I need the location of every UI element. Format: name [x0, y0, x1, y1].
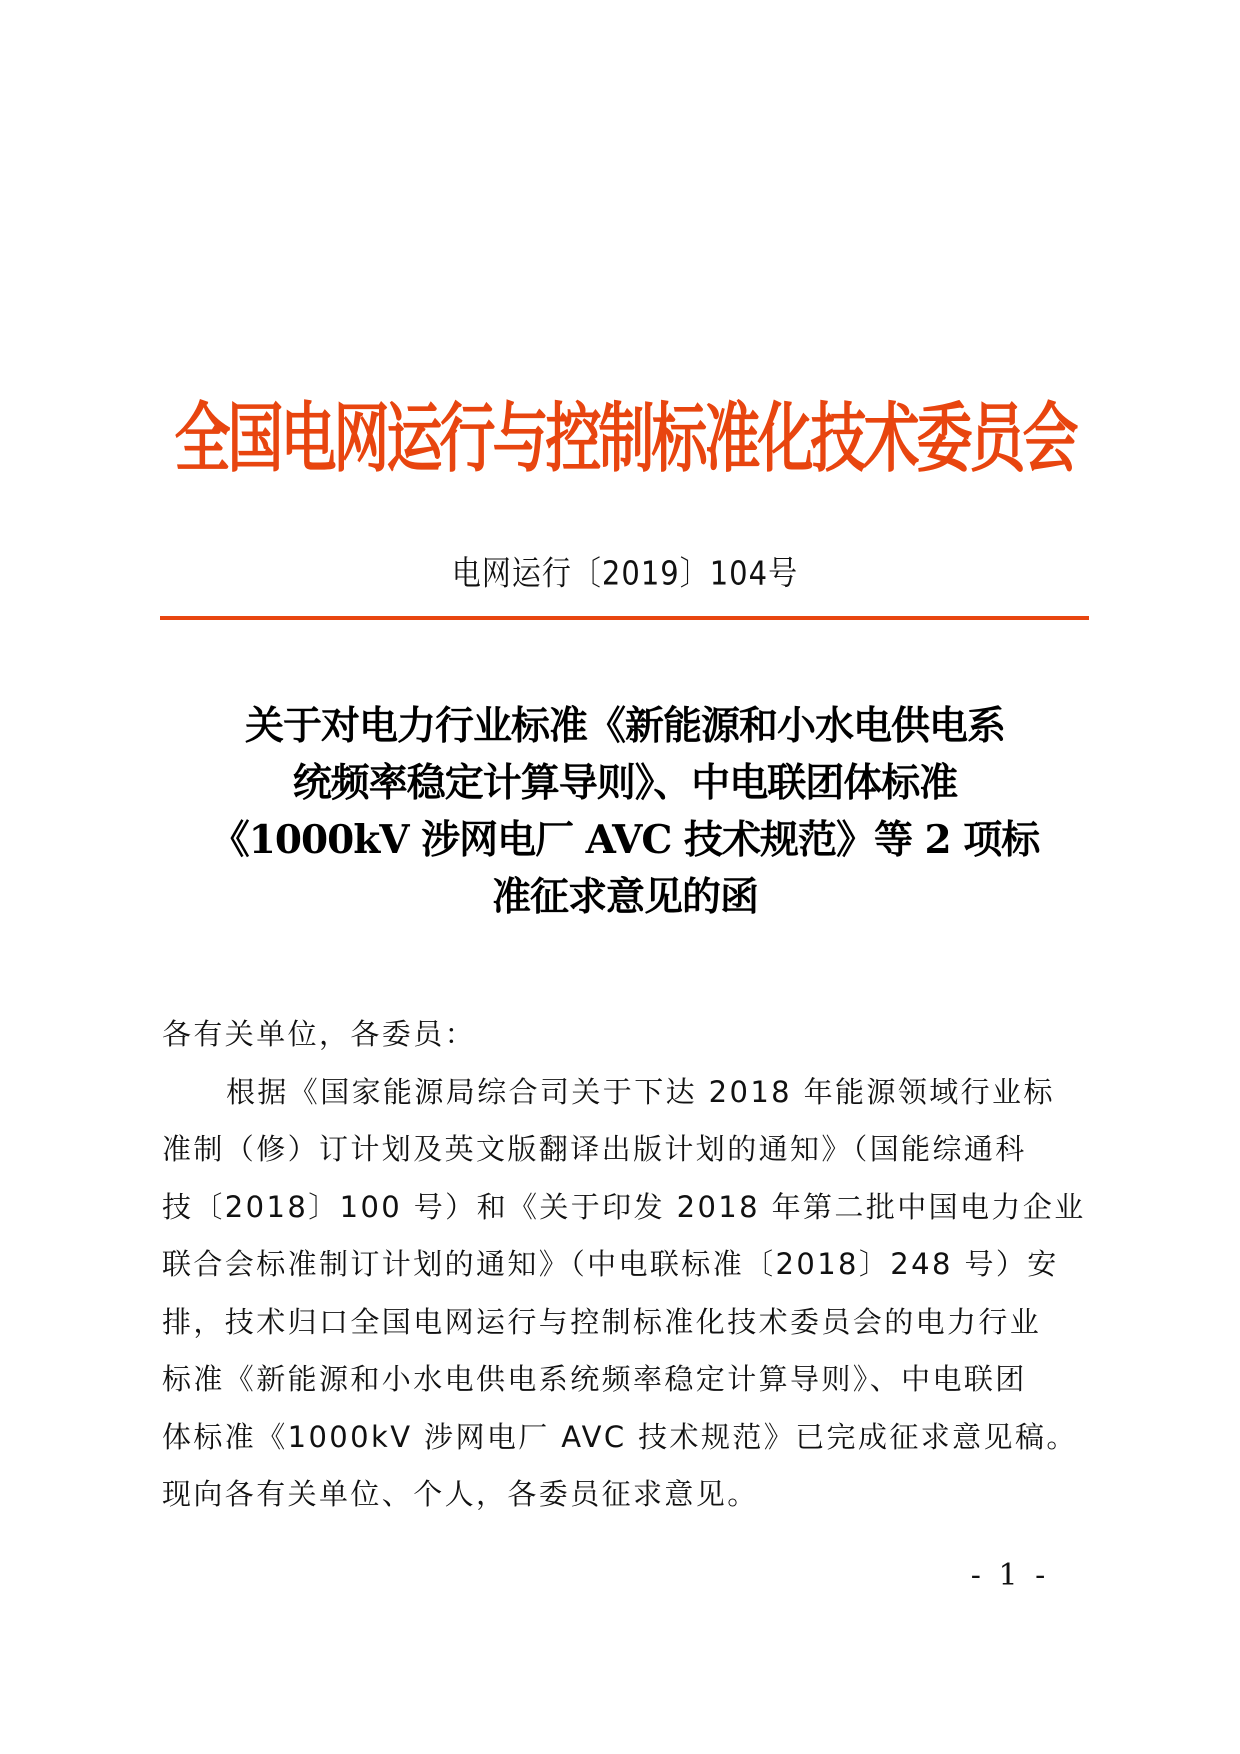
salutation: 各有关单位，各委员： [162, 1017, 477, 1051]
letter-body [162, 1006, 1092, 1524]
heading-line-2: 统频率稳定计算导则》、中电联团体标准 [292, 760, 958, 806]
issuing-organization-title: 全国电网运行与控制标准化技术委员会 [174, 394, 1076, 484]
body-line-7: 体标准《1000kV 涉网电厂 AVC 技术规范》已完成征求意见稿。 [162, 1419, 1078, 1454]
body-line-4: 联合会标准制订计划的通知》（中电联标准〔2018〕248 号）安 [162, 1247, 1059, 1281]
heading-line-1: 关于对电力行业标准《新能源和小水电供电系 [244, 703, 1005, 749]
heading-line-3: 《1000kV 涉网电厂 AVC 技术规范》等 2 项标 [210, 817, 1040, 863]
document-number: 电网运行〔2019〕104号 [451, 553, 799, 593]
body-line-2: 准制（修）订计划及英文版翻译出版计划的通知》（国能综通科 [162, 1132, 1027, 1166]
page-number: - 1 - [970, 1558, 1050, 1593]
body-line-6: 标准《新能源和小水电供电系统频率稳定计算导则》、中电联团 [162, 1362, 1027, 1396]
body-line-8: 现向各有关单位、个人，各委员征求意见。 [162, 1477, 759, 1511]
heading-line-4: 准征求意见的函 [491, 874, 758, 920]
body-line-5: 排，技术归口全国电网运行与控制标准化技术委员会的电力行业 [162, 1304, 1042, 1339]
letter-heading [160, 698, 1090, 926]
body-line-1: 根据《国家能源局综合司关于下达 2018 年能源领域行业标 [226, 1074, 1055, 1109]
red-divider-rule [160, 616, 1089, 620]
body-line-3: 技〔2018〕100 号）和《关于印发 2018 年第二批中国电力企业 [162, 1189, 1086, 1224]
